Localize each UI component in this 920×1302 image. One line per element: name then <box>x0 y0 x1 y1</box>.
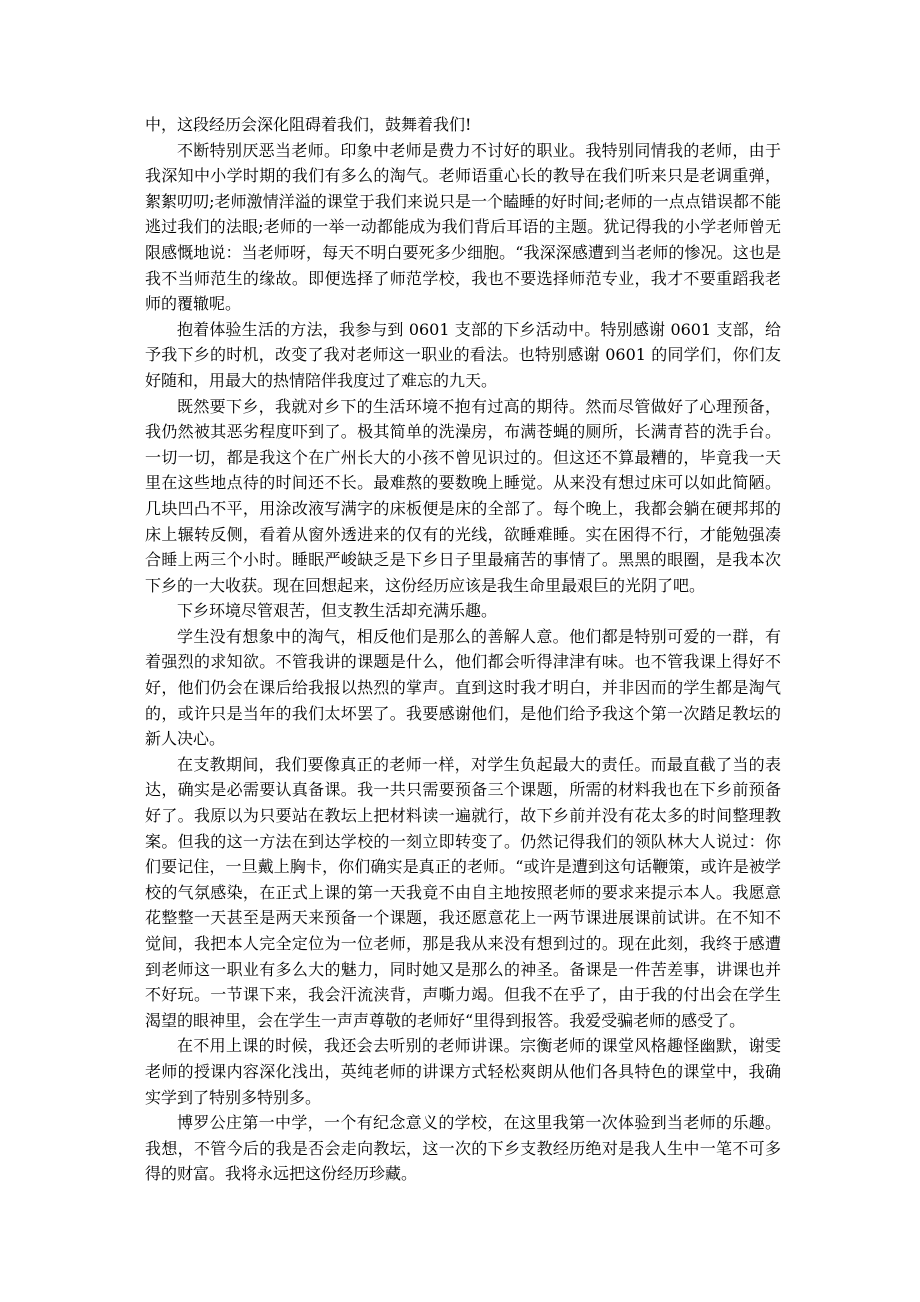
paragraph-3: 抱着体验生活的方法，我参与到 0601 支部的下乡活动中。特别感谢 0601 支部，给予我下乡的时机，改变了我对老师这一职业的看法。也特别感谢 0601 的同学们，你们友好随和，用最大的热情陪伴我度过了难忘的九天。 <box>145 319 781 390</box>
paragraph-1: 中，这段经历会深化阻碍着我们，鼓舞着我们! <box>145 115 472 134</box>
paragraph-9: 博罗公庄第一中学，一个有纪念意义的学校，在这里我第一次体验到当老师的乐趣。我想，不管今后的我是否会走向教坛，这一次的下乡支教经历绝对是我人生中一笔不可多得的财富。我将永远把这份经历珍藏。 <box>145 1113 781 1184</box>
paragraph-5: 下乡环境尽管艰苦，但支教生活却充满乐趣。 <box>177 601 498 621</box>
paragraph-4: 既然要下乡，我就对乡下的生活环境不抱有过高的期待。然而尽管做好了心理预备，我仍然被其恶劣程度吓到了。极其简单的洗澡房，布满苍蝇的厕所，长满青苔的洗手台。一切一切，都是我这个在广州长大的小孩不曾见识过的。但这还不算最糟的，毕竟我一天里在这些地点待的时间还不长。最难熬的要数晚上睡觉。从来没有想过床可以如此简陋。几块凹凸不平，用涂改液写满字的床板便是床的全部了。每个晚上，我都会躺在硬邦邦的床上辗转反侧，看着从窗外透进来的仅有的光线，欲睡难睡。实在困得不行，才能勉强凑合睡上两三个小时。睡眠严峻缺乏是下乡日子里最痛苦的事情了。黑黑的眼圈，是我本次下乡的一大收获。现在回想起来，这份经历应该是我生命里最艰巨的光阴了吧。 <box>145 396 781 595</box>
document-body <box>145 112 781 1187</box>
paragraph-6: 学生没有想象中的淘气，相反他们是那么的善解人意。他们都是特别可爱的一群，有着强烈的求知欲。不管我讲的课题是什么，他们都会听得津津有味。也不管我课上得好不好，他们仍会在课后给我报以热烈的掌声。直到这时我才明白，并非因而的学生都是淘气的，或许只是当年的我们太坏罢了。我要感谢他们，是他们给予我这个第一次踏足教坛的新人决心。 <box>145 626 781 749</box>
paragraph-8: 在不用上课的时候，我还会去听别的老师讲课。宗衡老师的课堂风格趣怪幽默，谢雯老师的授课内容深化浅出，英纯老师的讲课方式轻松爽朗从他们各具特色的课堂中，我确实学到了特别多特别多。 <box>145 1036 781 1107</box>
paragraph-2: 不断特别厌恶当老师。印象中老师是费力不讨好的职业。我特别同情我的老师，由于我深知中小学时期的我们有多么的淘气。老师语重心长的教导在我们听来只是老调重弹，絮絮叨叨;老师激情洋溢的课堂于我们来说只是一个瞌睡的好时间;老师的一点点错误都不能逃过我们的法眼;老师的一举一动都能成为我们背后耳语的主题。犹记得我的小学老师曾无限感慨地说：当老师呀，每天不明白要死多少细胞。“我深深感遭到当老师的惨况。这也是我不当师范生的缘故。即便选择了师范学校，我也不要选择师范专业，我才不要重蹈我老师的覆辙呢。 <box>145 140 781 314</box>
paragraph-7: 在支教期间，我们要像真正的老师一样，对学生负起最大的责任。而最直截了当的表达，确实是必需要认真备课。我一共只需要预备三个课题，所需的材料我也在下乡前预备好了。我原以为只要站在教坛上把材料读一遍就行，故下乡前并没有花太多的时间整理教案。但我的这一方法在到达学校的一刻立即转变了。仍然记得我们的领队林大人说过：你们要记住，一旦戴上胸卡，你们确实是真正的老师。“或许是遭到这句话鞭策，或许是被学校的气氛感染，在正式上课的第一天我竟不由自主地按照老师的要求来提示本人。我愿意花整整一天甚至是两天来预备一个课题，我还愿意花上一两节课进展课前试讲。在不知不觉间，我把本人完全定位为一位老师，那是我从来没有想到过的。现在此刻，我终于感遭到老师这一职业有多么大的魅力，同时她又是那么的神圣。备课是一件苦差事，讲课也并不好玩。一节课下来，我会汗流浃背，声嘶力竭。但我不在乎了，由于我的付出会在学生渴望的眼神里，会在学生一声声尊敬的老师好“里得到报答。我爱受骗老师的感受了。 <box>145 754 781 1030</box>
